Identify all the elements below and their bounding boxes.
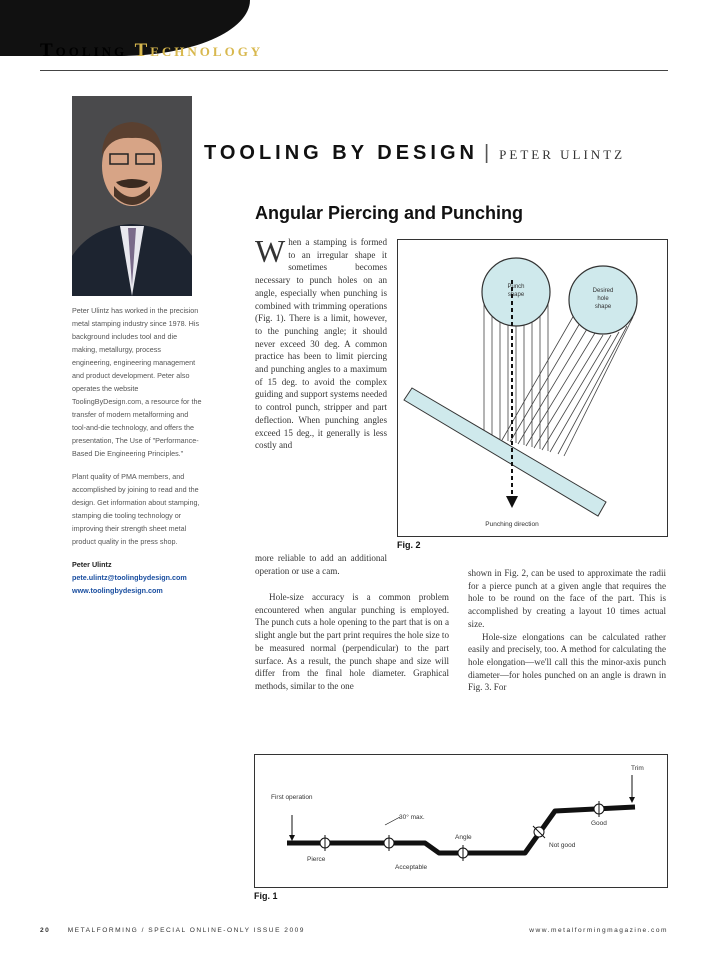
author-photo [72, 96, 192, 296]
author-sidebar [72, 304, 202, 597]
publication-info: METALFORMING / SPECIAL ONLINE-ONLY ISSUE 2009 [67, 927, 305, 934]
header-rule [40, 70, 668, 71]
article-title: Angular Piercing and Punching [255, 203, 524, 223]
column-title [204, 142, 625, 165]
body-column-b [468, 567, 666, 694]
drop-cap: W [255, 233, 286, 269]
body-column-a [255, 233, 387, 452]
body-text-b-p2: Hole-size elongations can be calculated rather easily and precisely, too. A method for calculating the hole elongation—we'll call this the minor-axis punch diameter—for holes punched on an angle is drawn in Fig. 3. For [468, 631, 666, 693]
column-author: PETER ULINTZ [499, 147, 626, 162]
author-name: Peter Ulintz [72, 560, 112, 569]
fig1-pierce-label: Pierce [307, 856, 326, 863]
sidebar-note: Plant quality of PMA members, and accomplished by joining to read and the design. Get information about stamping, stamping die tooling technology or improving their strength sheet metal product quality in the press shop. [72, 472, 200, 546]
fig1-angle2-label: Angle [455, 834, 472, 841]
section-header-word2: Technology [134, 40, 264, 61]
figure-2 [397, 239, 668, 537]
author-bio: Peter Ulintz has worked in the precision metal stamping industry since 1978. His background includes tool and die making, metallurgy, process engineering, engineering management and product development. Peter also operates the website ToolingByDesign.com, a resource for the transfer of modern metalforming and tool-and-die technology, and offers the presentation, The Use of "Performance-Based Die Engineering Principles." [72, 306, 202, 458]
fig1-notgood-label: Not good [549, 842, 576, 849]
desired-shape-label-2: hole [597, 296, 609, 302]
figure-1 [254, 754, 668, 888]
website-url[interactable]: www.metalformingmagazine.com [529, 927, 668, 934]
page-number: 20 [40, 927, 51, 934]
page-footer [40, 927, 668, 934]
fig1-trim-label: Trim [631, 765, 644, 772]
fig1-first-op-label: First operation [271, 794, 313, 801]
column-title-text: TOOLING BY DESIGN [204, 142, 478, 164]
author-web-link[interactable]: www.toolingbydesign.com [72, 586, 163, 595]
fig1-angle-label: 30° max. [399, 814, 425, 821]
body-column-a3 [255, 591, 449, 693]
title-divider: | [483, 142, 494, 164]
punch-shape-label-2: shape [507, 292, 525, 298]
fig1-good-label: Good [591, 820, 607, 827]
body-text-b-p1: shown in Fig. 2, can be used to approximate the radii for a pierce punch at a given angle that requires the hole to be round on the face of the part. This is accomplished by creating a layout 10 times actual size. [468, 568, 666, 629]
body-column-a2 [255, 552, 449, 577]
desired-shape-label-3: shape [594, 304, 612, 310]
desired-shape-label-1: Desired [592, 288, 614, 294]
section-header [40, 40, 263, 62]
body-text-a2-p1: more reliable to add an additional operation or use a cam. [255, 553, 387, 576]
figure-2-caption: Fig. 2 [397, 540, 421, 550]
author-email-link[interactable]: pete.ulintz@toolingbydesign.com [72, 573, 187, 582]
body-text-a: hen a stamping is formed to an irregular shape it sometimes becomes necessary to punch holes on an angle, especially when punching is combined with trimming operations (Fig. 1). There is a limit, however, to the punching angle; it should never exceed 30 deg. A common practice has been to limit piercing and punching angles to a maximum of 15 deg. to avoid the complex guiding and support systems needed to control punch, stripper and part deflection. When punching angles exceed 15 deg., it generally is less costly and [255, 237, 387, 451]
figure-1-caption: Fig. 1 [254, 891, 278, 901]
fig1-acceptable-label: Acceptable [395, 864, 428, 871]
section-header-word1: Tooling [40, 40, 128, 61]
body-text-a2-p2: Hole-size accuracy is a common problem encountered when angular punching is employed. The punch cuts a hole opening to the part that is on a slight angle but the part print requires the hole size to be measured normal (perpendicular) to the part surface. As a result, the punch shape and size will differ from the final hole diameter. Graphical methods, similar to the one [255, 592, 449, 691]
punch-shape-label-1: Punch [507, 284, 525, 290]
punching-direction-label: Punching direction [485, 521, 539, 528]
